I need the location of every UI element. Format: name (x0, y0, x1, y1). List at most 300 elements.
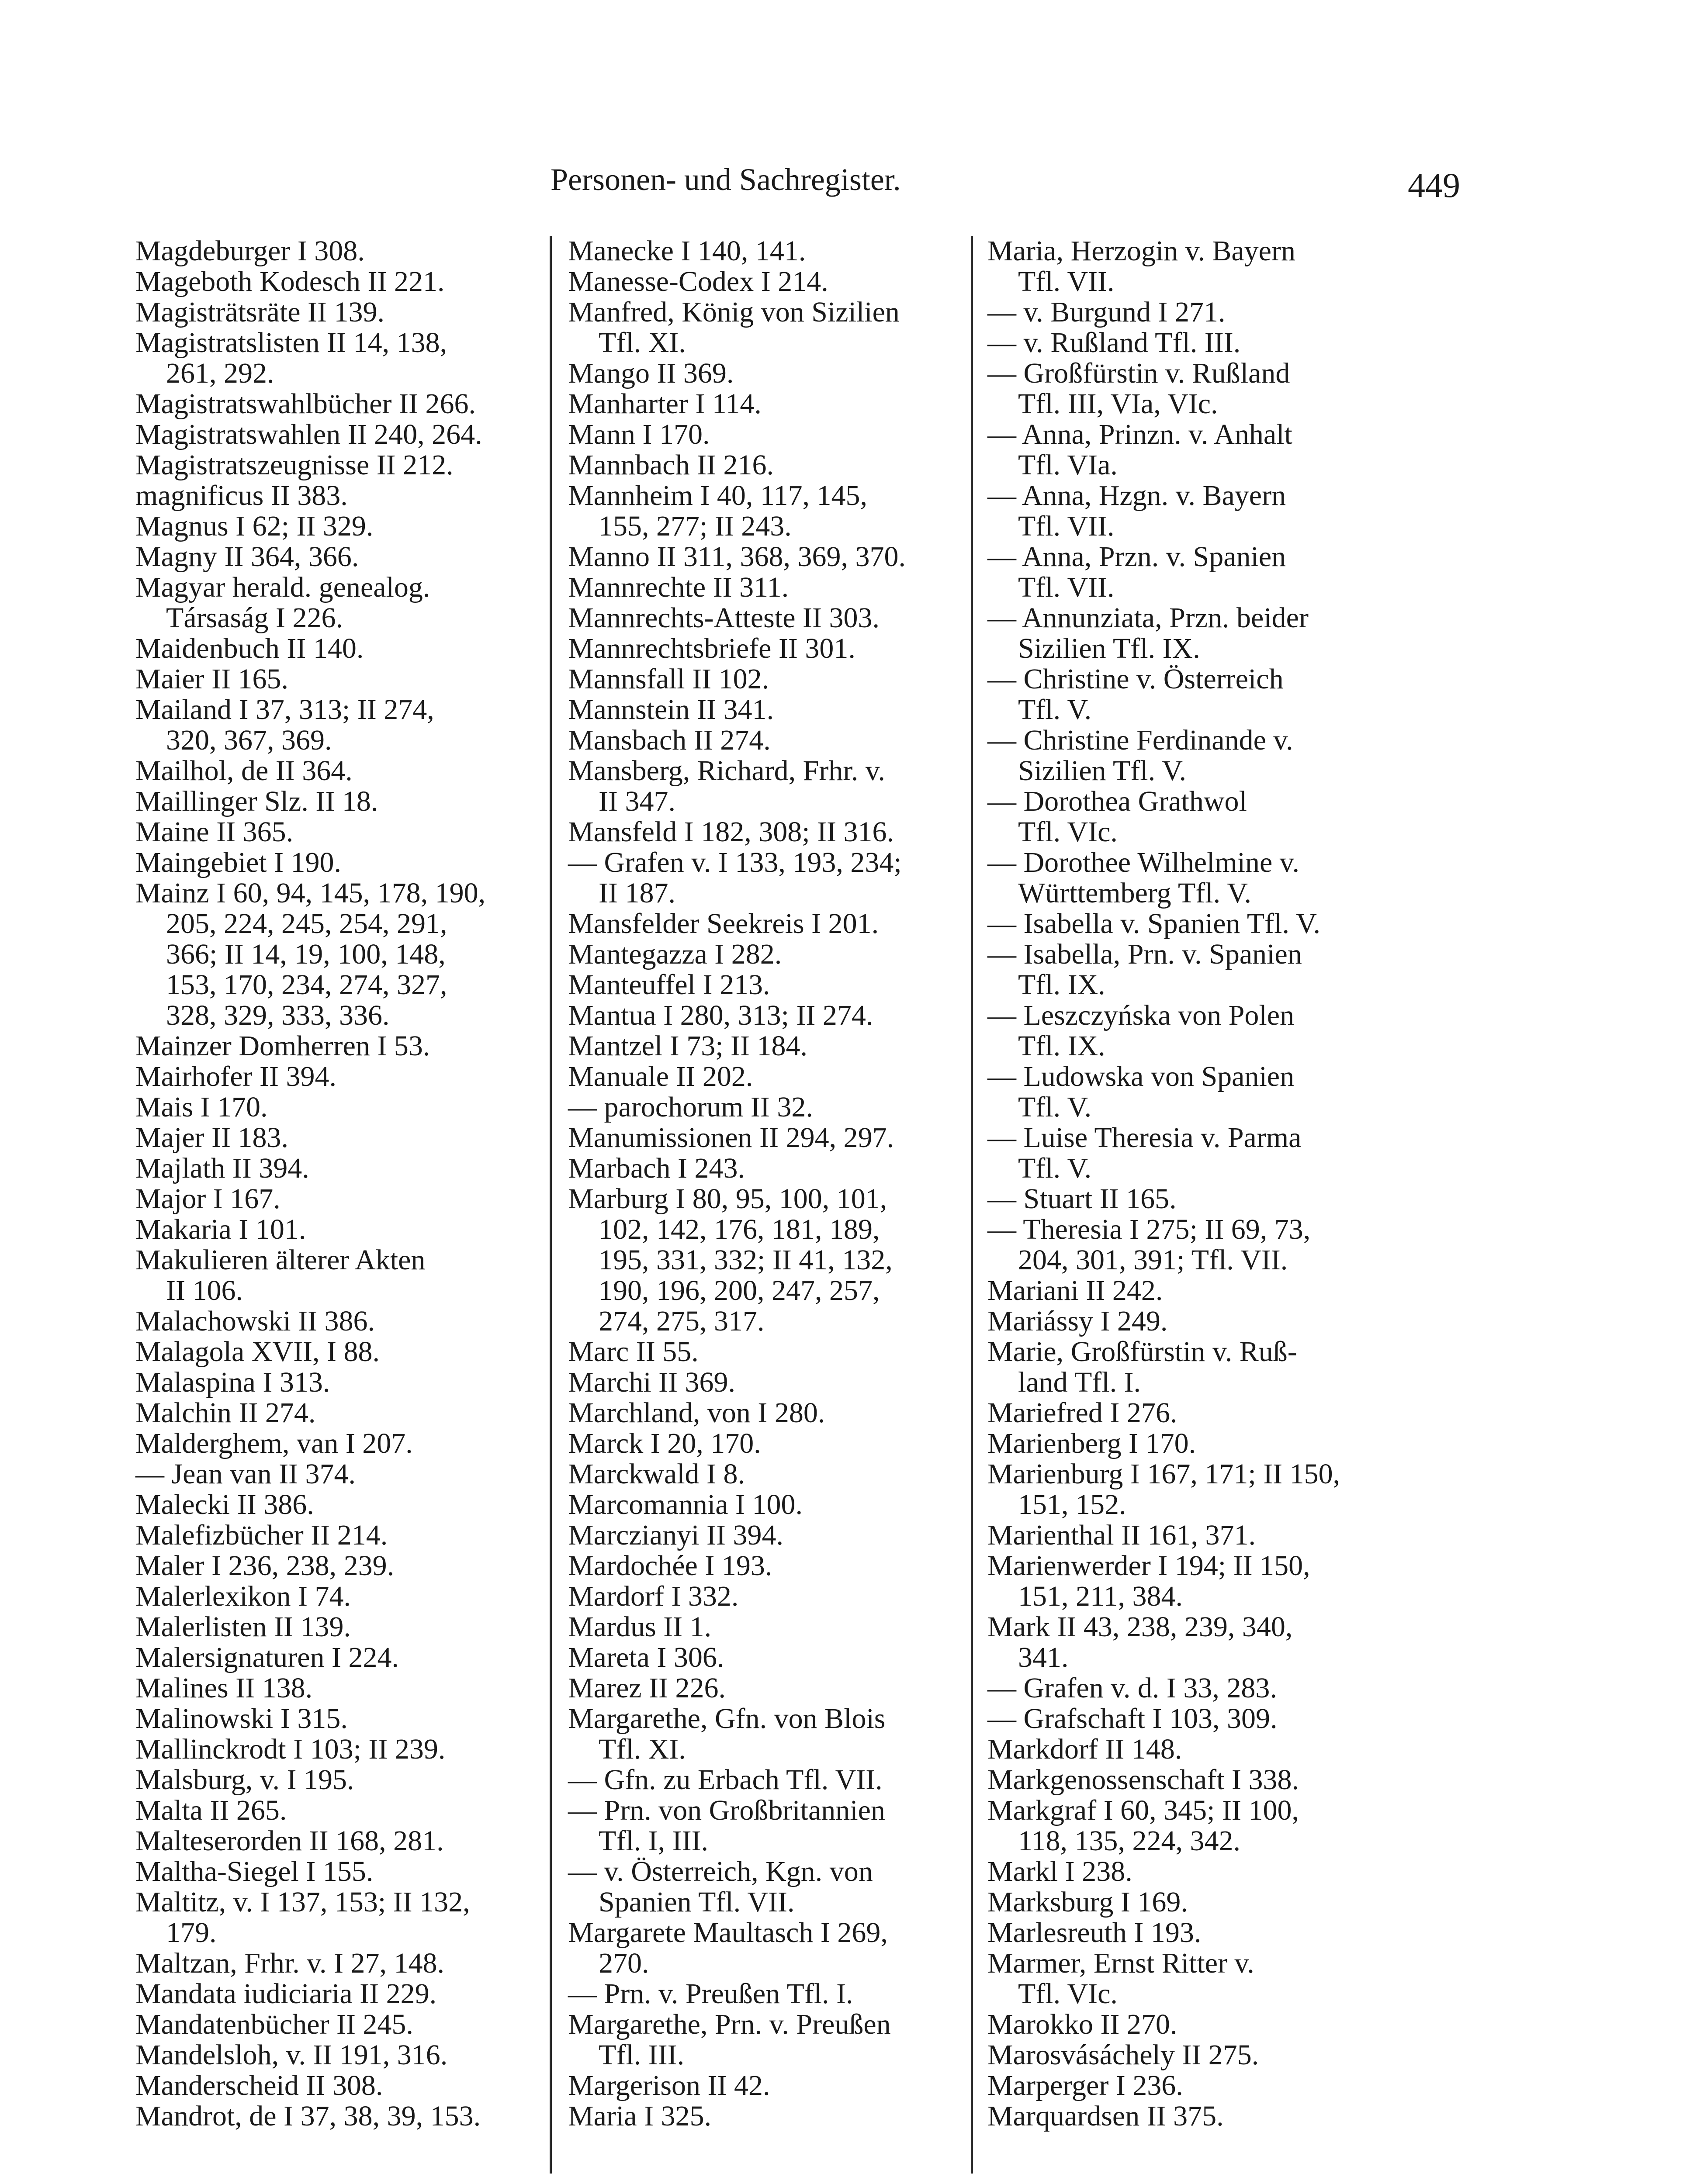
index-entry-line: Malagola XVII, I 88. (135, 1336, 380, 1368)
index-entry-line: — v. Burgund I 271. (987, 296, 1226, 328)
index-entry-line: Malaspina I 313. (135, 1366, 330, 1398)
index-entry-line: Marmer, Ernst Ritter v. (987, 1947, 1254, 1979)
index-entry (568, 847, 970, 909)
index-entry (568, 1184, 970, 1337)
index-entry (135, 1581, 559, 1612)
index-entry-line: Mansfelder Seekreis I 201. (568, 908, 879, 940)
index-entry-line: Malefizbücher II 214. (135, 1519, 388, 1551)
index-entry-line: Mannrechtsbriefe II 301. (568, 632, 855, 664)
index-entry-line: Margarethe, Gfn. von Blois (568, 1703, 886, 1735)
index-entry-line: — Prn. von Großbritannien (568, 1794, 885, 1826)
index-entry-line: Markl I 238. (987, 1856, 1132, 1887)
index-entry-line: 195, 331, 332; II 41, 132, (599, 1244, 893, 1276)
index-entry-line: Maltitz, v. I 137, 153; II 132, (135, 1886, 470, 1918)
index-entry-line: Mantegazza I 282. (568, 938, 782, 970)
index-entry-line: Marienberg I 170. (987, 1427, 1196, 1459)
index-entry-line: Major I 167. (135, 1183, 281, 1215)
index-entry (568, 695, 970, 725)
index-entry (135, 1887, 559, 1948)
index-entry (135, 480, 559, 511)
index-entry (987, 1551, 1424, 1612)
index-entry (135, 1642, 559, 1673)
index-entry (568, 1765, 970, 1795)
index-entry-line: Marie, Großfürstin v. Ruß- (987, 1336, 1297, 1368)
index-entry (135, 2040, 559, 2070)
index-entry-line: Mantzel I 73; II 184. (568, 1030, 808, 1062)
index-entry-line: Mannrechts-Atteste II 303. (568, 602, 880, 634)
index-entry-line: — Christine v. Österreich (987, 663, 1284, 695)
index-entry-line: Malecki II 386. (135, 1489, 314, 1521)
index-entry (568, 1795, 970, 1856)
index-entry (135, 297, 559, 328)
index-entry (135, 1795, 559, 1826)
index-entry-line: — Anna, Przn. v. Spanien (987, 541, 1286, 573)
index-entry (568, 1153, 970, 1184)
index-entry (568, 266, 970, 297)
index-entry (135, 2070, 559, 2101)
index-entry-line: Markgenossenschaft I 338. (987, 1764, 1299, 1796)
index-entry-line: — Isabella, Prn. v. Spanien (987, 938, 1302, 970)
index-entry-line: Manno II 311, 368, 369, 370. (568, 541, 906, 573)
index-entry (987, 328, 1424, 358)
index-entry (568, 358, 970, 389)
index-entry-line: Makulieren älterer Akten (135, 1244, 426, 1276)
index-entry (568, 725, 970, 756)
index-entry (568, 1551, 970, 1581)
index-entry-line: Manumissionen II 294, 297. (568, 1122, 894, 1154)
index-entry-line: Magny II 364, 366. (135, 541, 359, 573)
index-entry-line: — Gfn. zu Erbach Tfl. VII. (568, 1764, 883, 1796)
index-entry-line: Makaria I 101. (135, 1213, 306, 1245)
index-entry (987, 1948, 1424, 2009)
index-entry (135, 2009, 559, 2040)
index-entry (135, 1551, 559, 1581)
index-entry-line: Mandatenbücher II 245. (135, 2008, 413, 2040)
index-entry-line: Malchin II 274. (135, 1397, 316, 1429)
index-entry (568, 1612, 970, 1642)
index-entry (568, 633, 970, 664)
index-entry-line: Malerlisten II 139. (135, 1611, 351, 1643)
index-entry-line: Marquardsen II 375. (987, 2100, 1224, 2132)
index-entry (987, 1306, 1424, 1337)
index-entry-line: 179. (166, 1917, 217, 1949)
index-entry (987, 2040, 1424, 2070)
index-entry (135, 1856, 559, 1887)
index-entry (987, 1184, 1424, 1214)
index-entry (568, 939, 970, 970)
index-entry-line: Margarethe, Prn. v. Preußen (568, 2008, 891, 2040)
index-entry-line: Malsburg, v. I 195. (135, 1764, 354, 1796)
index-entry-line: Marcomannia I 100. (568, 1489, 803, 1521)
index-entry-line: Magistratslisten II 14, 138, (135, 327, 447, 359)
index-entry (568, 2101, 970, 2132)
index-entry-line: Mairhofer II 394. (135, 1061, 337, 1092)
index-entry-line: Tfl. IX. (1018, 969, 1105, 1001)
index-entry (135, 1704, 559, 1734)
index-entry-line: 270. (599, 1947, 649, 1979)
index-entry-line: — Annunziata, Przn. beider (987, 602, 1309, 634)
index-entry-line: 205, 224, 245, 254, 291, (166, 908, 447, 940)
index-entry (987, 2070, 1424, 2101)
index-entry (135, 1398, 559, 1428)
index-entry (568, 756, 970, 817)
index-entry-line: Tfl. VIa. (1018, 449, 1118, 481)
index-entry (987, 480, 1424, 542)
index-entry-line: 328, 329, 333, 336. (166, 999, 390, 1031)
index-entry-line: Magistratswahlbücher II 266. (135, 388, 476, 420)
index-entry-line: — Anna, Hzgn. v. Bayern (987, 480, 1286, 511)
index-entry (135, 847, 559, 878)
index-entry-line: Majlath II 394. (135, 1152, 309, 1184)
index-entry (568, 1704, 970, 1765)
index-entry (987, 2101, 1424, 2132)
index-entry-line: 151, 211, 384. (1018, 1580, 1183, 1612)
index-entry (568, 817, 970, 847)
index-entry-line: Malteserorden II 168, 281. (135, 1825, 444, 1857)
index-entry (135, 1459, 559, 1489)
index-entry (987, 358, 1424, 419)
index-entry-line: — Isabella v. Spanien Tfl. V. (987, 908, 1320, 940)
index-entry-line: 341. (1018, 1641, 1069, 1673)
index-entry-line: Maillinger Slz. II 18. (135, 785, 378, 817)
index-entry-line: Margarete Maultasch I 269, (568, 1917, 888, 1949)
index-entry (568, 1918, 970, 1979)
index-entry-line: Marbach I 243. (568, 1152, 745, 1184)
index-entry (568, 1031, 970, 1061)
index-entry (568, 1367, 970, 1398)
index-entry-line: Markgraf I 60, 345; II 100, (987, 1794, 1299, 1826)
index-entry-line: Mallinckrodt I 103; II 239. (135, 1733, 446, 1765)
index-entry-line: Württemberg Tfl. V. (1018, 877, 1252, 909)
index-entry-line: Marchland, von I 280. (568, 1397, 825, 1429)
index-entry-line: Maier II 165. (135, 663, 289, 695)
index-entry-line: — Christine Ferdinande v. (987, 724, 1293, 756)
index-entry-line: Malines II 138. (135, 1672, 313, 1704)
index-entry-line: Mantua I 280, 313; II 274. (568, 999, 873, 1031)
index-entry-line: Maler I 236, 238, 239. (135, 1550, 395, 1582)
index-entry (135, 1337, 559, 1367)
index-entry (568, 1459, 970, 1489)
index-entry (568, 1337, 970, 1367)
index-entry-line: 155, 277; II 243. (599, 510, 792, 542)
index-entry-line: Mandata iudiciaria II 229. (135, 1978, 437, 2010)
index-entry (568, 1856, 970, 1918)
index-entry-line: Tfl. XI. (599, 327, 686, 359)
index-entry-line: Mark II 43, 238, 239, 340, (987, 1611, 1293, 1643)
index-entry (987, 1275, 1424, 1306)
index-column-3 (987, 236, 1424, 2132)
index-entry-line: Manderscheid II 308. (135, 2070, 383, 2101)
index-entry-line: Mainz I 60, 94, 145, 178, 190, (135, 877, 486, 909)
index-entry (987, 1520, 1424, 1551)
index-entry (568, 450, 970, 480)
index-entry-line: — Jean van II 374. (135, 1458, 356, 1490)
index-entry-line: Mansbach II 274. (568, 724, 771, 756)
index-entry-line: Mansfeld I 182, 308; II 316. (568, 816, 894, 848)
index-entry (987, 1887, 1424, 1918)
index-entry (987, 1856, 1424, 1887)
index-entry-line: Maltha-Siegel I 155. (135, 1856, 374, 1887)
index-entry (135, 1489, 559, 1520)
index-entry (987, 297, 1424, 328)
index-entry (135, 1153, 559, 1184)
index-entry (568, 2070, 970, 2101)
index-entry (568, 970, 970, 1000)
index-entry (135, 1214, 559, 1245)
index-entry-line: Mannheim I 40, 117, 145, (568, 480, 867, 511)
index-entry-line: Mann I 170. (568, 418, 710, 450)
index-entry-line: Tfl. III, VIa, VIc. (1018, 388, 1218, 420)
index-entry-line: — Prn. v. Preußen Tfl. I. (568, 1978, 853, 2010)
index-entry (987, 1612, 1424, 1673)
index-entry (135, 1367, 559, 1398)
index-entry (135, 695, 559, 756)
index-entry-line: Malinowski I 315. (135, 1703, 348, 1735)
index-entry-line: Manfred, König von Sizilien (568, 296, 900, 328)
index-entry (987, 1673, 1424, 1704)
index-entry (568, 1000, 970, 1031)
index-entry-line: 102, 142, 176, 181, 189, (599, 1213, 880, 1245)
index-entry (987, 1428, 1424, 1459)
index-entry-line: Magisträtsräte II 139. (135, 296, 384, 328)
index-entry (135, 511, 559, 542)
index-entry (987, 236, 1424, 297)
index-entry-line: Marienthal II 161, 371. (987, 1519, 1256, 1551)
index-entry-line: II 106. (166, 1275, 243, 1306)
index-entry (135, 236, 559, 266)
index-entry-line: Tfl. VII. (1018, 510, 1115, 542)
index-entry (135, 1184, 559, 1214)
index-entry-line: — Theresia I 275; II 69, 73, (987, 1213, 1311, 1245)
index-entry (568, 1123, 970, 1153)
index-entry-line: magnificus II 383. (135, 480, 348, 511)
index-entry-line: Tfl. XI. (599, 1733, 686, 1765)
index-entry-line: Malachowski II 386. (135, 1305, 375, 1337)
index-entry-line: Tfl. IX. (1018, 1030, 1105, 1062)
index-entry (568, 1642, 970, 1673)
page-number: 449 (1408, 166, 1460, 205)
index-entry-line: Tfl. I, III. (599, 1825, 709, 1857)
index-entry (135, 1061, 559, 1092)
index-entry (568, 909, 970, 939)
index-entry-line: Tfl. V. (1018, 1091, 1092, 1123)
index-entry (987, 1459, 1424, 1520)
index-entry-line: Magdeburger I 308. (135, 235, 365, 267)
index-entry (135, 1123, 559, 1153)
index-entry (987, 419, 1424, 480)
index-entry-line: Mageboth Kodesch II 221. (135, 266, 445, 297)
index-entry-line: Tfl. V. (1018, 694, 1092, 726)
index-entry-line: — Grafschaft I 103, 309. (987, 1703, 1278, 1735)
index-entry (135, 419, 559, 450)
index-entry-line: Maine II 365. (135, 816, 294, 848)
index-entry-line: Malta II 265. (135, 1794, 287, 1826)
index-entry-line: Marez II 226. (568, 1672, 726, 1704)
index-entry-line: Társaság I 226. (166, 602, 343, 634)
index-entry-line: Magistratswahlen II 240, 264. (135, 418, 482, 450)
index-entry-line: Marck I 20, 170. (568, 1427, 761, 1459)
index-entry (568, 572, 970, 603)
index-entry (987, 1398, 1424, 1428)
index-entry-line: Margerison II 42. (568, 2070, 770, 2101)
index-entry-line: — Luise Theresia v. Parma (987, 1122, 1302, 1154)
index-entry-line: 204, 301, 391; Tfl. VII. (1018, 1244, 1288, 1276)
index-entry-line: — parochorum II 32. (568, 1091, 813, 1123)
index-entry-line: — Ludowska von Spanien (987, 1061, 1295, 1092)
index-entry-line: Marckwald I 8. (568, 1458, 745, 1490)
index-entry-line: — Dorothea Grathwol (987, 785, 1247, 817)
index-entry-line: Spanien Tfl. VII. (599, 1886, 795, 1918)
index-entry-line: — Grafen v. d. I 33, 283. (987, 1672, 1277, 1704)
index-entry-line: Markdorf II 148. (987, 1733, 1182, 1765)
index-entry (135, 1673, 559, 1704)
index-entry (135, 1245, 559, 1306)
index-entry (987, 1000, 1424, 1061)
index-entry (568, 297, 970, 358)
index-entry-line: Marchi II 369. (568, 1366, 736, 1398)
index-entry (135, 1979, 559, 2009)
index-entry-line: Malderghem, van I 207. (135, 1427, 413, 1459)
index-entry (568, 542, 970, 572)
index-entry-line: Maidenbuch II 140. (135, 632, 364, 664)
index-entry-line: Marc II 55. (568, 1336, 699, 1368)
index-entry-line: 261, 292. (166, 357, 274, 389)
index-entry-line: Mandrot, de I 37, 38, 39, 153. (135, 2100, 481, 2132)
index-entry (568, 1398, 970, 1428)
index-entry (987, 1061, 1424, 1123)
index-entry-line: Magistratszeugnisse II 212. (135, 449, 454, 481)
index-entry-line: Tfl. III. (599, 2039, 685, 2071)
index-entry (987, 1123, 1424, 1184)
index-entry-line: Mareta I 306. (568, 1641, 724, 1673)
running-title: Personen- und Sachregister. (551, 162, 901, 197)
index-entry-line: Magyar herald. genealog. (135, 571, 430, 603)
index-entry-line: Mannsfall II 102. (568, 663, 769, 695)
index-entry-line: — v. Rußland Tfl. III. (987, 327, 1241, 359)
index-entry-line: Maria, Herzogin v. Bayern (987, 235, 1295, 267)
index-entry (568, 2009, 970, 2070)
index-entry-line: 118, 135, 224, 342. (1018, 1825, 1241, 1857)
index-entry (568, 236, 970, 266)
index-entry-line: Marksburg I 169. (987, 1886, 1188, 1918)
index-entry (987, 2009, 1424, 2040)
index-entry-line: Tfl. V. (1018, 1152, 1092, 1184)
index-entry (568, 603, 970, 633)
index-entry-line: Mailhol, de II 364. (135, 755, 353, 787)
index-entry (135, 664, 559, 695)
index-entry (135, 1428, 559, 1459)
index-entry (135, 450, 559, 480)
index-entry-line: Manecke I 140, 141. (568, 235, 806, 267)
index-entry-line: 320, 367, 369. (166, 724, 332, 756)
index-entry-line: Marosvásáchely II 275. (987, 2039, 1259, 2071)
index-entry (987, 847, 1424, 909)
index-entry (987, 603, 1424, 664)
index-entry-line: Mandelsloh, v. II 191, 316. (135, 2039, 448, 2071)
index-entry (987, 1704, 1424, 1734)
index-entry-line: Magnus I 62; II 329. (135, 510, 374, 542)
index-entry-line: Mariefred I 276. (987, 1397, 1177, 1429)
index-entry (987, 1337, 1424, 1398)
index-entry-line: Majer II 183. (135, 1122, 289, 1154)
index-entry (135, 2101, 559, 2132)
index-entry (568, 1061, 970, 1092)
index-entry (568, 1489, 970, 1520)
index-entry (135, 633, 559, 664)
index-entry-line: — Großfürstin v. Rußland (987, 357, 1290, 389)
index-entry-line: Malerlexikon I 74. (135, 1580, 351, 1612)
index-entry (987, 542, 1424, 603)
index-entry (568, 1673, 970, 1704)
index-entry-line: Mais I 170. (135, 1091, 268, 1123)
index-entry-line: Marperger I 236. (987, 2070, 1183, 2101)
index-entry-line: Tfl. VII. (1018, 571, 1115, 603)
index-entry-line: Mannbach II 216. (568, 449, 774, 481)
index-entry-line: 274, 275, 317. (599, 1305, 765, 1337)
index-entry (135, 1031, 559, 1061)
index-entry (135, 1092, 559, 1123)
index-entry-line: Manuale II 202. (568, 1061, 753, 1092)
index-column-1 (135, 236, 559, 2132)
index-entry (568, 389, 970, 419)
index-entry-line: — Leszczyńska von Polen (987, 999, 1294, 1031)
index-entry-line: Mango II 369. (568, 357, 734, 389)
index-entry-line: Marlesreuth I 193. (987, 1917, 1202, 1949)
index-entry (135, 817, 559, 847)
index-entry-line: Marokko II 270. (987, 2008, 1177, 2040)
index-entry (987, 664, 1424, 725)
index-column-2 (568, 236, 970, 2132)
index-entry-line: Maltzan, Frhr. v. I 27, 148. (135, 1947, 444, 1979)
index-entry (987, 1918, 1424, 1948)
index-entry-line: Tfl. VIc. (1018, 816, 1118, 848)
index-entry (135, 389, 559, 419)
index-entry-line: Sizilien Tfl. V. (1018, 755, 1187, 787)
index-entry-line: Sizilien Tfl. IX. (1018, 632, 1200, 664)
index-entry-line: — Dorothee Wilhelmine v. (987, 847, 1300, 878)
index-entry-line: Manharter I 114. (568, 388, 762, 420)
index-entry (135, 786, 559, 817)
index-entry-line: Mannrechte II 311. (568, 571, 789, 603)
index-entry (987, 909, 1424, 939)
index-entry (568, 1520, 970, 1551)
index-entry (135, 1765, 559, 1795)
index-entry-line: Tfl. VIc. (1018, 1978, 1118, 2010)
index-entry-line: — v. Österreich, Kgn. von (568, 1856, 873, 1887)
index-entry-line: Marczianyi II 394. (568, 1519, 783, 1551)
index-entry (568, 664, 970, 695)
index-entry (987, 1795, 1424, 1856)
index-entry-line: — Stuart II 165. (987, 1183, 1177, 1215)
index-entry-line: Manteuffel I 213. (568, 969, 770, 1001)
index-entry-line: II 347. (599, 785, 675, 817)
index-entry (568, 419, 970, 450)
index-entry (135, 1306, 559, 1337)
index-entry-line: 190, 196, 200, 247, 257, (599, 1275, 880, 1306)
index-entry-line: Mansberg, Richard, Frhr. v. (568, 755, 885, 787)
index-entry-line: Marienwerder I 194; II 150, (987, 1550, 1310, 1582)
index-entry (987, 725, 1424, 786)
index-entry-line: Malersignaturen I 224. (135, 1641, 399, 1673)
index-entry-line: Mardochée I 193. (568, 1550, 772, 1582)
index-entry (135, 572, 559, 633)
index-entry (135, 328, 559, 389)
index-entry (135, 1520, 559, 1551)
index-entry-line: land Tfl. I. (1018, 1366, 1141, 1398)
index-entry (987, 1734, 1424, 1765)
index-entry-line: II 187. (599, 877, 675, 909)
index-entry (135, 1734, 559, 1765)
